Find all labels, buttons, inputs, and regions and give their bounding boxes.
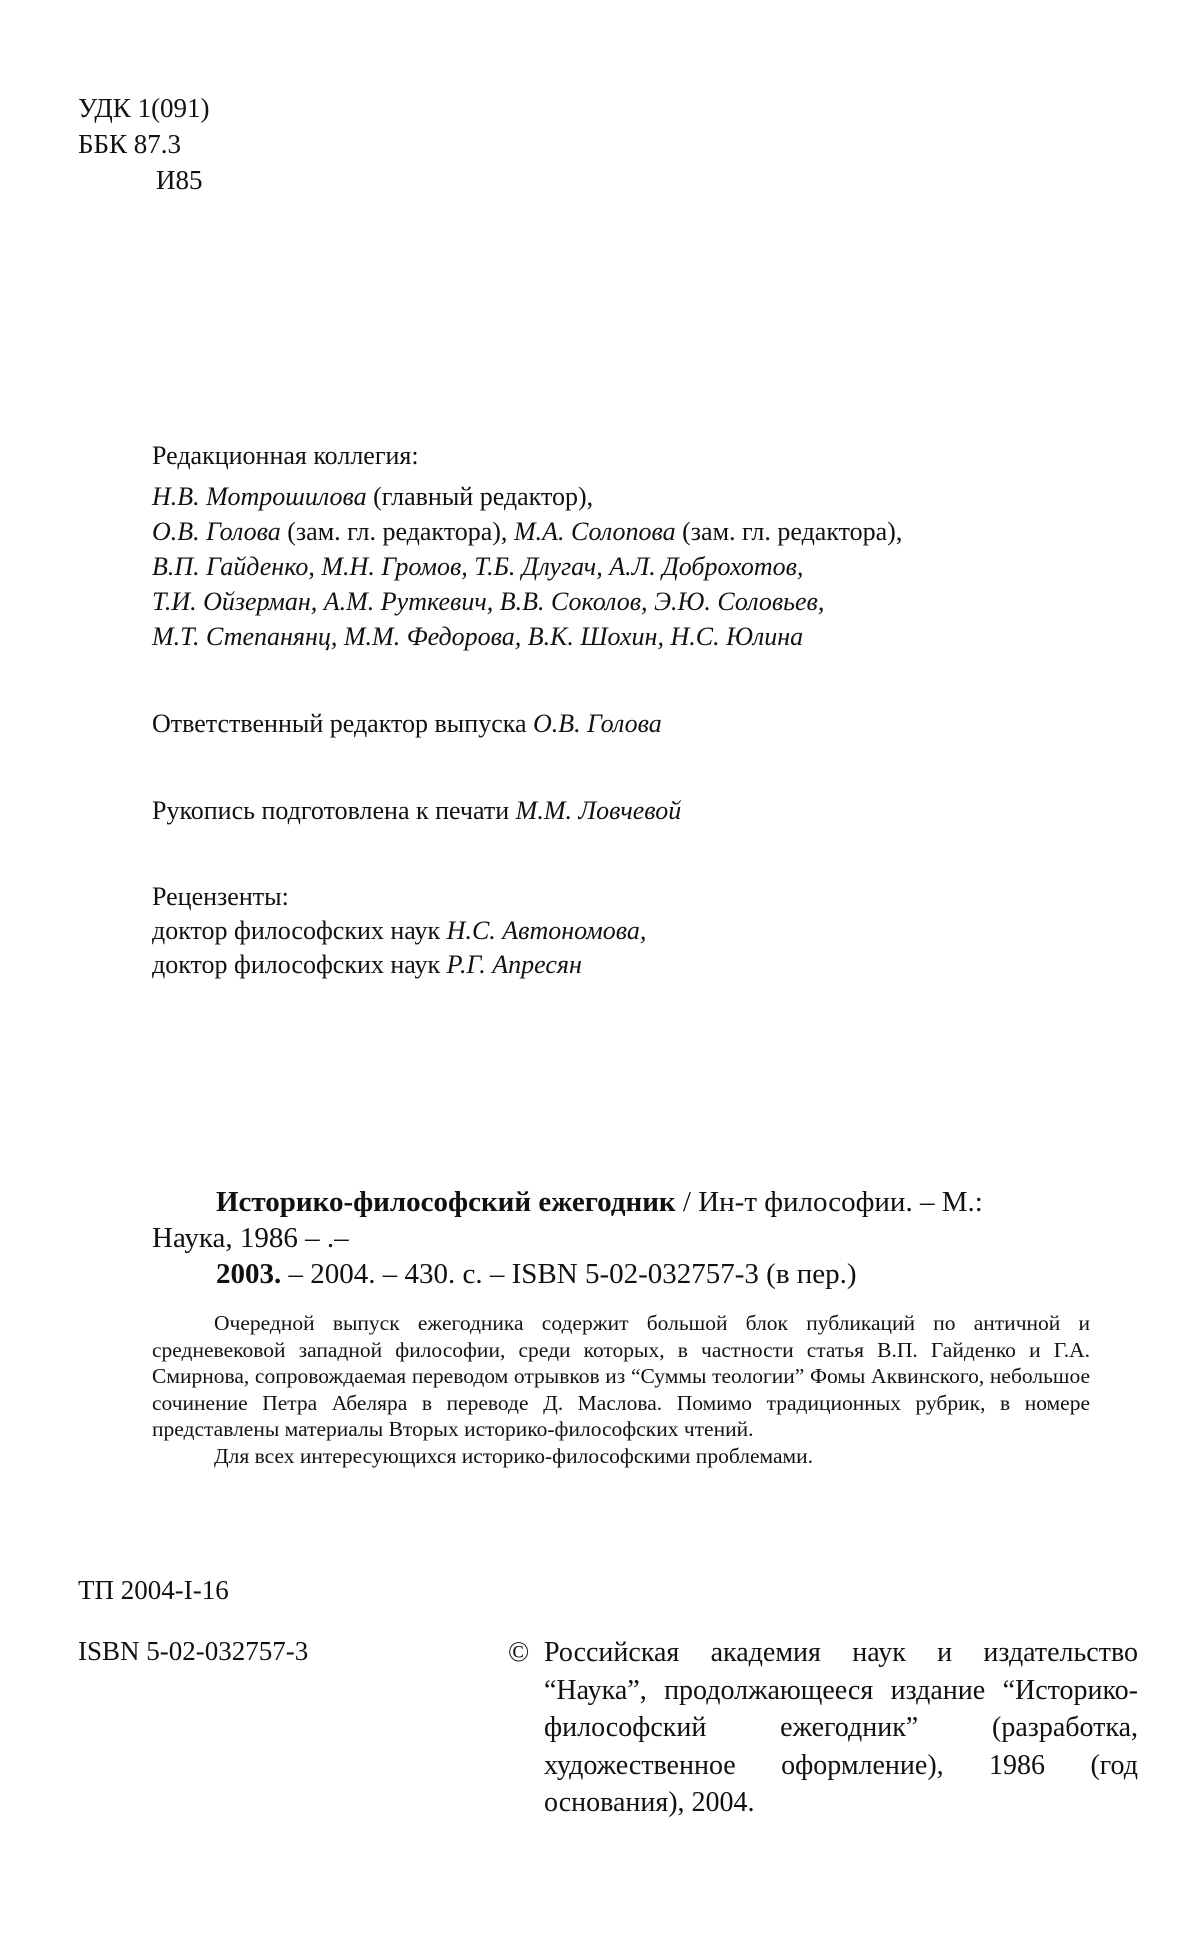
bibliographic-line-1 bbox=[152, 1184, 1112, 1220]
responsible-editor-label: Ответственный редактор выпуска bbox=[152, 709, 534, 738]
reviewers bbox=[152, 880, 646, 982]
abstract bbox=[152, 1310, 1090, 1469]
reviewers-heading: Рецензенты: bbox=[152, 882, 289, 911]
udk-code: УДК 1(091) bbox=[78, 93, 210, 123]
classification-codes bbox=[78, 90, 210, 198]
reviewer-1 bbox=[152, 914, 646, 948]
deputy-editor-1-name: О.В. Голова bbox=[152, 517, 281, 546]
bibliographic-line-2: Наука, 1986 – .– bbox=[152, 1222, 349, 1254]
copyright-notice bbox=[508, 1634, 1138, 1822]
issue-details: – 2004. – 430. с. – ISBN 5-02-032757-3 (в пер.) bbox=[281, 1258, 857, 1290]
editorial-board-heading: Редакционная коллегия: bbox=[152, 441, 419, 470]
bibliographic-record bbox=[152, 1184, 1112, 1292]
copyright-icon: © bbox=[508, 1637, 530, 1668]
editorial-board-line-5: М.Т. Степанянц, М.М. Федорова, В.К. Шохин, Н.С. Юлина bbox=[152, 622, 804, 651]
manuscript-preparation bbox=[152, 793, 681, 828]
editorial-board-line-4: Т.И. Ойзерман, А.М. Руткевич, В.В. Соколов, Э.Ю. Соловьев, bbox=[152, 587, 825, 616]
reviewer-1-label: доктор философских наук bbox=[152, 916, 447, 945]
manuscript-preparer-name: М.М. Ловчевой bbox=[515, 796, 682, 825]
copyright-text: Российская академия наук и издательство “Наука”, продолжающееся издание “Историко-философский ежегодник” (разработка, художественное оформление), 1986 (год основания), 2004. bbox=[544, 1637, 1138, 1818]
editorial-board-line-3: В.П. Гайденко, М.Н. Громов, Т.Б. Длугач, А.Л. Доброхотов, bbox=[152, 552, 804, 581]
publisher-info: / Ин-т философии. – М.: bbox=[675, 1186, 983, 1218]
editorial-board-line-1 bbox=[152, 479, 1112, 514]
responsible-editor-name: О.В. Голова bbox=[533, 709, 662, 738]
editor-in-chief-role: (главный редактор), bbox=[366, 482, 594, 511]
reviewer-2-name: Р.Г. Апресян bbox=[446, 950, 582, 979]
bibliographic-line-3 bbox=[152, 1256, 1112, 1292]
tp-code: ТП 2004-I-16 bbox=[78, 1575, 229, 1605]
abstract-text: Очередной выпуск ежегодника содержит большой блок публикаций по античной и средневековой западной философии, среди которых, в частности статья В.П. Гайденко и Г.А. Смирнова, сопровождаемая переводом отрывков из “Суммы теологии” Фомы Аквинского, небольшое сочинение Петра Абеляра в переводе Д. Маслова. Помимо традиционных рубрик, в номере представлены материалы Вторых историко-философских чтений. bbox=[152, 1311, 1090, 1441]
reviewer-2 bbox=[152, 948, 646, 982]
target-audience: Для всех интересующихся историко-философскими проблемами. bbox=[214, 1443, 813, 1468]
responsible-editor bbox=[152, 706, 662, 741]
issue-year: 2003. bbox=[216, 1258, 282, 1290]
bbk-code: ББК 87.3 bbox=[78, 129, 182, 159]
author-sign-code: И85 bbox=[156, 165, 203, 195]
manuscript-label: Рукопись подготовлена к печати bbox=[152, 796, 516, 825]
isbn: ISBN 5-02-032757-3 bbox=[78, 1636, 309, 1666]
editor-in-chief-name: Н.В. Мотрошилова bbox=[152, 482, 367, 511]
publication-title: Историко-философский ежегодник bbox=[216, 1186, 676, 1218]
reviewer-1-name: Н.С. Автономова, bbox=[446, 916, 647, 945]
editorial-board-line-2 bbox=[152, 514, 1112, 549]
deputy-editor-1-role: (зам. гл. редактора), bbox=[280, 517, 514, 546]
reviewer-2-label: доктор философских наук bbox=[152, 950, 447, 979]
editorial-board bbox=[152, 438, 1112, 654]
deputy-editor-2-role: (зам. гл. редактора), bbox=[675, 517, 903, 546]
deputy-editor-2-name: М.А. Солопова bbox=[513, 517, 676, 546]
